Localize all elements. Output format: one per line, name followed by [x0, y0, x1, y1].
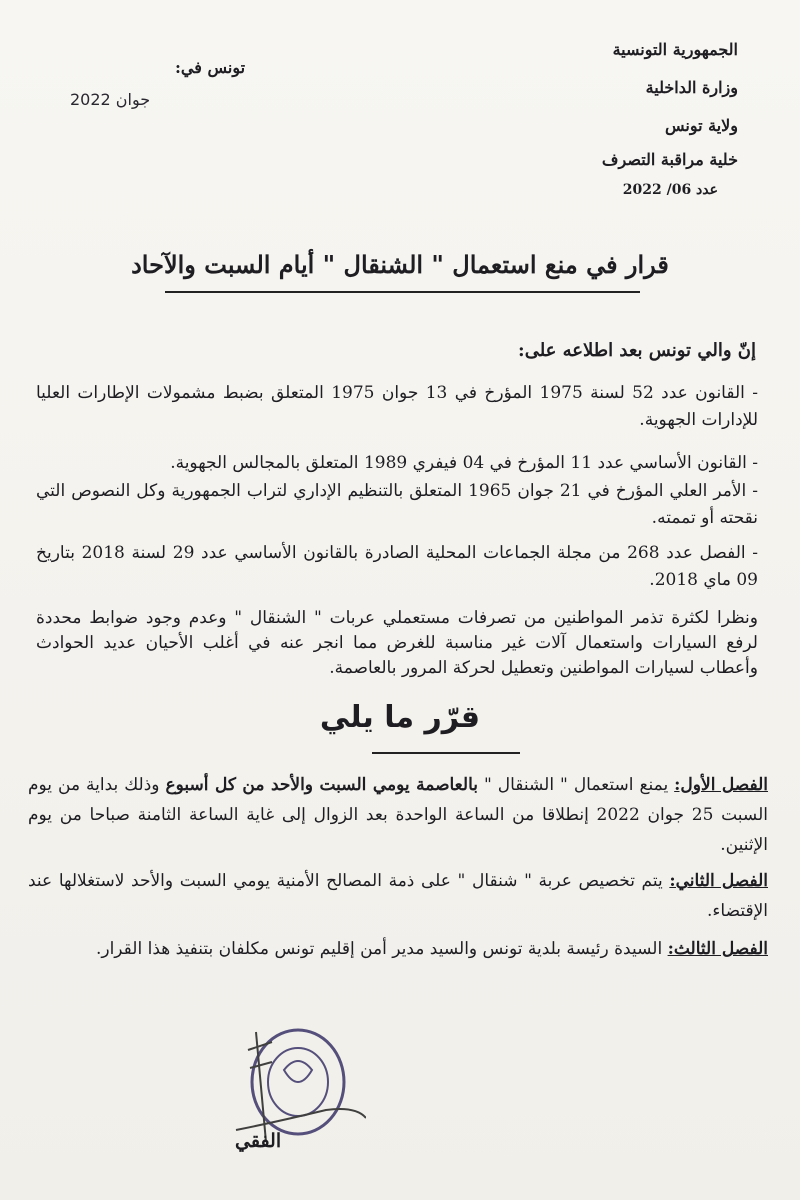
republic-line: الجمهورية التونسية	[612, 40, 738, 59]
title-underline	[165, 291, 640, 293]
article-text: يمنع استعمال " الشنقال "	[483, 775, 669, 795]
article-text-bold: بالعاصمة يومي السبت والأحد من كل أسبوع	[165, 775, 478, 795]
decision-title: قرار في منع استعمال " الشنقال " أيام السبت والآحاد	[131, 250, 669, 279]
article-text: يتم تخصيص عربة " شنقال " على ذمة المصالح الأمنية يومي السبت والأحد لاستغلالها عند الإقتضاء.	[28, 871, 768, 921]
article-label: الفصل الثاني:	[669, 871, 768, 891]
article-label: الفصل الأول:	[674, 775, 769, 795]
article-2	[28, 866, 768, 926]
article-3	[28, 934, 768, 964]
signer-name: الفقي	[235, 1130, 282, 1152]
preamble-item: - القانون عدد 52 لسنة 1975 المؤرخ في 13 جوان 1975 المتعلق بضبط مشمولات الإطارات العليا للإدارات الجهوية.	[36, 383, 758, 430]
article-text-rest: وذلك بداية من يوم السبت 25 جوان 2022 إنطلاقا من الساعة الواحدة بعد الزوال إلى غاية الساعة الثامنة صباحا من يوم الإثنين.	[28, 775, 769, 855]
cell-line: خلية مراقبة التصرف	[601, 150, 738, 169]
letterhead	[438, 0, 738, 210]
place-label: تونس في:	[175, 58, 246, 77]
handwritten-date: جوان 2022	[70, 90, 151, 109]
preamble-item: - القانون الأساسي عدد 11 المؤرخ في 04 فيفري 1989 المتعلق بالمجالس الجهوية.	[170, 453, 758, 473]
official-seal	[226, 1010, 366, 1150]
preamble-heading: إنّ والي تونس بعد اطلاعه على:	[518, 340, 756, 361]
preamble-item: - الأمر العلي المؤرخ في 21 جوان 1965 المتعلق بالتنظيم الإداري لتراب الجمهورية وكل النصوص التي نقحته أو تممته.	[36, 481, 758, 528]
article-label: الفصل الثالث:	[667, 939, 768, 959]
seal-stamp-icon	[236, 1030, 366, 1142]
ministry-line: وزارة الداخلية	[645, 78, 738, 97]
article-text: السيدة رئيسة بلدية تونس والسيد مدير أمن إقليم تونس مكلفان بتنفيذ هذا القرار.	[95, 939, 663, 959]
reference-number: عدد 06/ 2022	[622, 182, 718, 198]
governorate-line: ولاية تونس	[664, 116, 738, 135]
article-1	[28, 770, 768, 860]
considering-paragraph: ونظرا لكثرة تذمر المواطنين من تصرفات مستعملي عربات " الشنقال " وعدم وجود ضوابط محددة لرفع السيارات واستعمال آلات غير مناسبة للغرض مما انجر عنه في أغلب الأحيان عديد الحوادث وأعطاب لسيارات المواطنين وتعطيل لحركة المرور بالعاصمة.	[36, 608, 758, 678]
decree-underline	[372, 752, 520, 754]
decree-heading: قرّر ما يلي	[319, 700, 481, 735]
preamble-item: - الفصل عدد 268 من مجلة الجماعات المحلية الصادرة بالقانون الأساسي عدد 29 لسنة 2018 بتاريخ 09 ماي 2018.	[36, 543, 758, 590]
